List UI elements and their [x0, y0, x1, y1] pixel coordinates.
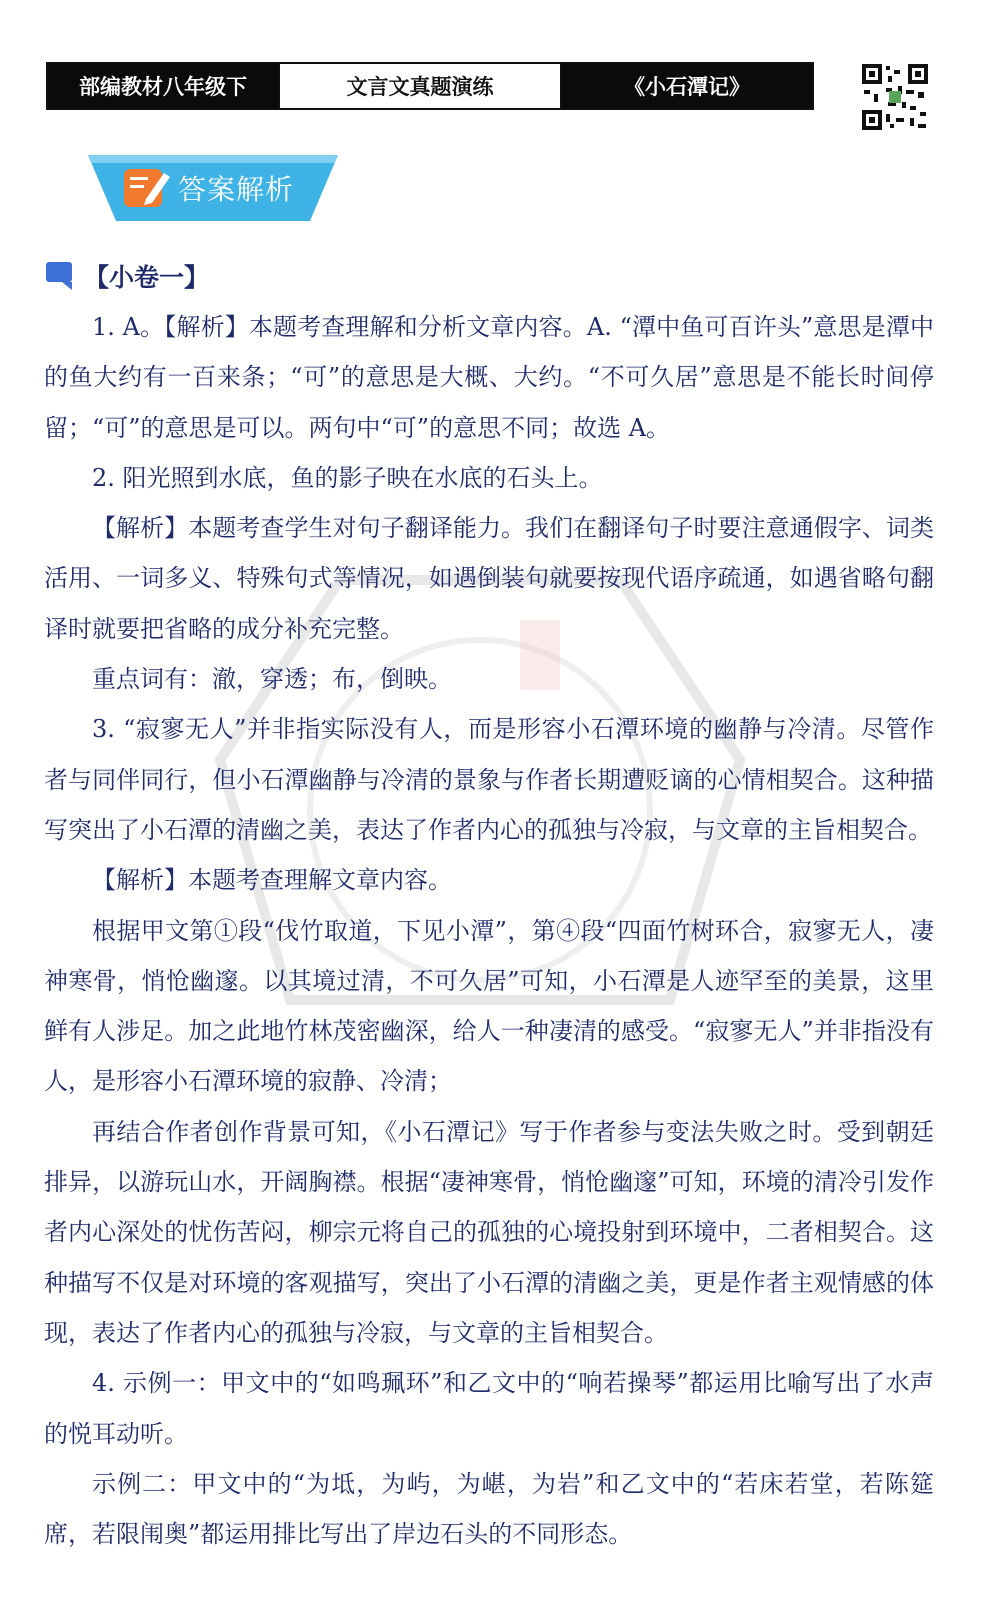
header-bar: [46, 62, 814, 110]
banner-title: 答案解析: [178, 173, 295, 206]
answer-paragraph: 示例二：甲文中的“为坻，为屿，为嵁，为岩”和乙文中的“若床若堂，若陈筵席，若限闱奥”都运用排比写出了岸边石头的不同形态。: [44, 1469, 934, 1549]
header-grade: 部编教材八年级下: [48, 64, 278, 108]
header-topic: 文言文真题演练: [278, 64, 562, 108]
section-title: 【小卷一】: [84, 263, 210, 292]
answer-paragraph: 【解析】本题考查学生对句子翻译能力。我们在翻译句子时要注意通假字、词类活用、一词多义、特殊句式等情况，如遇倒装句就要按现代语序疏通，如遇省略句翻译时就要把省略的成分补充完整。: [44, 514, 934, 643]
answer-paragraph: 根据甲文第①段“伐竹取道，下见小潭”，第④段“四面竹树环合，寂寥无人，凄神寒骨，悄怆幽邃。以其境过清，不可久居”可知，小石潭是人迹罕至的美景，这里鲜有人涉足。加之此地竹林茂密幽深，给人一种凄清的感受。“寂寥无人”并非指没有人，是形容小石潭环境的寂静、冷清；: [44, 916, 934, 1096]
section-header: [46, 258, 209, 294]
header-title: 《小石潭记》: [562, 64, 812, 108]
answer-paragraph: 2. 阳光照到水底，鱼的影子映在水底的石头上。: [92, 463, 603, 492]
answer-paragraph: 3. “寂寥无人”并非指实际没有人，而是形容小石潭环境的幽静与冷清。尽管作者与同伴同行，但小石潭幽静与冷清的景象与作者长期遭贬谪的心情相契合。这种描写突出了小石潭的清幽之美，表达了作者内心的孤独与冷寂，与文章的主旨相契合。: [44, 715, 934, 844]
answer-content: [44, 302, 934, 1559]
answer-paragraph: 1. A。【解析】本题考查理解和分析文章内容。A. “潭中鱼可百许头”意思是潭中的鱼大约有一百来条；“可”的意思是大概、大约。“不可久居”意思是不能长时间停留；“可”的意思是可以。两句中“可”的意思不同；故选 A。: [44, 313, 934, 442]
chat-bubble-icon: [46, 262, 76, 290]
answer-paragraph: 【解析】本题考查理解文章内容。: [92, 866, 452, 895]
qr-code-icon: [860, 62, 930, 132]
answer-paragraph: 重点词有：澈，穿透；布，倒映。: [92, 665, 452, 694]
answer-paragraph: 再结合作者创作背景可知，《小石潭记》写于作者参与变法失败之时。受到朝廷排异，以游玩山水，开阔胸襟。根据“凄神寒骨，悄怆幽邃”可知，环境的清冷引发作者内心深处的忧伤苦闷，柳宗元将自己的孤独的心境投射到环境中，二者相契合。这种描写不仅是对环境的客观描写，突出了小石潭的清幽之美，更是作者主观情感的体现，表达了作者内心的孤独与冷寂，与文章的主旨相契合。: [44, 1117, 934, 1347]
answer-paragraph: 4. 示例一：甲文中的“如鸣珮环”和乙文中的“响若操琴”都运用比喻写出了水声的悦耳动听。: [44, 1369, 934, 1448]
